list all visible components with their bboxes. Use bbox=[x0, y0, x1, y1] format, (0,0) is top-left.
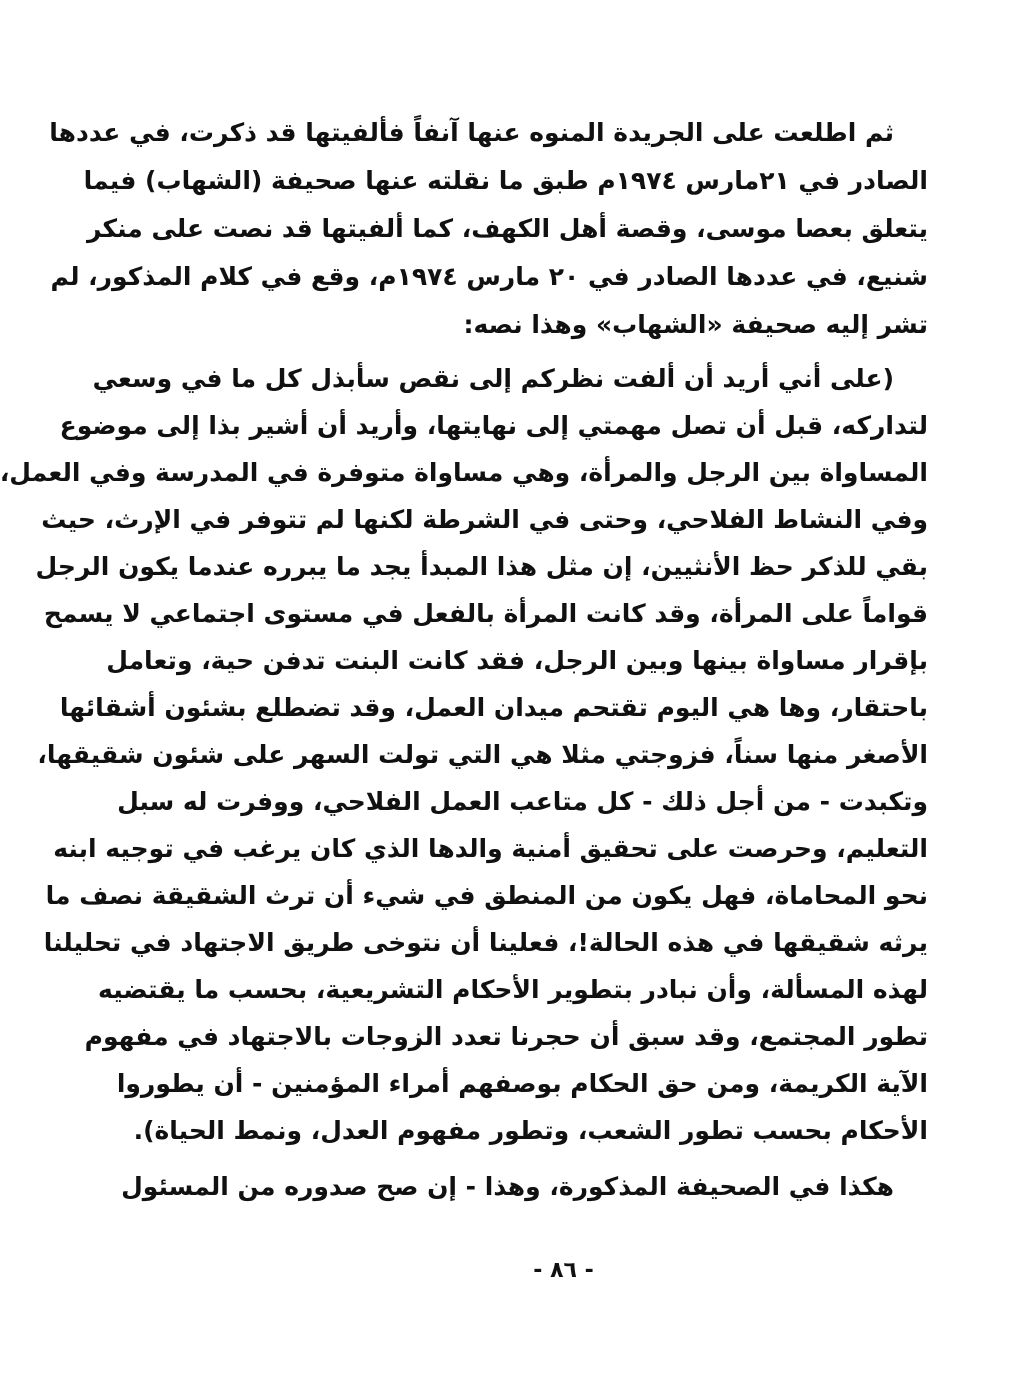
paragraph-1-line-3: يتعلق بعصا موسى، وقصة أهل الكهف، كما ألفيتها قد نصت على منكر bbox=[86, 214, 928, 243]
paragraph-2-line-4: وفي النشاط الفلاحي، وحتى في الشرطة لكنها لم تتوفر في الإرث، حيث bbox=[41, 505, 928, 534]
paragraph-2-line-17: الأحكام بحسب تطور الشعب، وتطور مفهوم العدل، ونمط الحياة). bbox=[133, 1116, 928, 1145]
paragraph-1-line-4: شنيع، في عددها الصادر في ٢٠ مارس ١٩٧٤م، وقع في كلام المذكور، لم bbox=[50, 262, 928, 291]
paragraph-2-line-3: المساواة بين الرجل والمرأة، وهي مساواة متوفرة في المدرسة وفي العمل، bbox=[0, 458, 928, 487]
paragraph-2-line-10: وتكبدت - من أجل ذلك - كل متاعب العمل الفلاحي، ووفرت له سبل bbox=[117, 787, 928, 816]
paragraph-2-line-8: باحتقار، وها هي اليوم تقتحم ميدان العمل، وقد تضطلع بشئون أشقائها bbox=[59, 693, 928, 722]
paragraph-2-line-2: لتداركه، قبل أن تصل مهمتي إلى نهايتها، وأريد أن أشير بذا إلى موضوع bbox=[59, 411, 928, 440]
paragraph-2-line-9: الأصغر منها سناً، فزوجتي مثلا هي التي تولت السهر على شئون شقيقها، bbox=[37, 740, 928, 769]
paragraph-2-line-5: بقي للذكر حظ الأنثيين، إن مثل هذا المبدأ يجد ما يبرره عندما يكون الرجل bbox=[35, 552, 928, 581]
paragraph-2-line-1: (على أني أريد أن ألفت نظركم إلى نقص سأبذل كل ما في وسعي bbox=[92, 364, 894, 393]
paragraph-2-line-16: الآية الكريمة، ومن حق الحكام بوصفهم أمراء المؤمنين - أن يطوروا bbox=[116, 1069, 928, 1098]
paragraph-1-line-2: الصادر في ٢١مارس ١٩٧٤م طبق ما نقلته عنها صحيفة (الشهاب) فيما bbox=[83, 166, 928, 195]
paragraph-3-line-1: هكذا في الصحيفة المذكورة، وهذا - إن صح صدوره من المسئول bbox=[121, 1172, 894, 1201]
paragraph-2-line-14: لهذه المسألة، وأن نبادر بتطوير الأحكام التشريعية، بحسب ما يقتضيه bbox=[98, 975, 928, 1004]
paragraph-1-line-5: تشر إليه صحيفة «الشهاب» وهذا نصه: bbox=[463, 310, 928, 339]
paragraph-2-line-12: نحو المحاماة، فهل يكون من المنطق في شيء أن ترث الشقيقة نصف ما bbox=[45, 881, 928, 910]
paragraph-1-line-1: ثم اطلعت على الجريدة المنوه عنها آنفاً فألفيتها قد ذكرت، في عددها bbox=[49, 118, 894, 147]
paragraph-2-line-6: قواماً على المرأة، وقد كانت المرأة بالفعل في مستوى اجتماعي لا يسمح bbox=[43, 599, 928, 628]
paragraph-2-line-15: تطور المجتمع، وقد سبق أن حجرنا تعدد الزوجات بالاجتهاد في مفهوم bbox=[84, 1022, 928, 1051]
paragraph-2-line-13: يرثه شقيقها في هذه الحالة!، فعلينا أن نتوخى طريق الاجتهاد في تحليلنا bbox=[43, 928, 928, 957]
paragraph-2-line-7: بإقرار مساواة بينها وبين الرجل، فقد كانت البنت تدفن حية، وتعامل bbox=[106, 646, 928, 675]
paragraph-2-line-11: التعليم، وحرصت على تحقيق أمنية والدها الذي كان يرغب في توجيه ابنه bbox=[53, 834, 928, 863]
page-number: - ٨٦ - bbox=[533, 1258, 594, 1283]
